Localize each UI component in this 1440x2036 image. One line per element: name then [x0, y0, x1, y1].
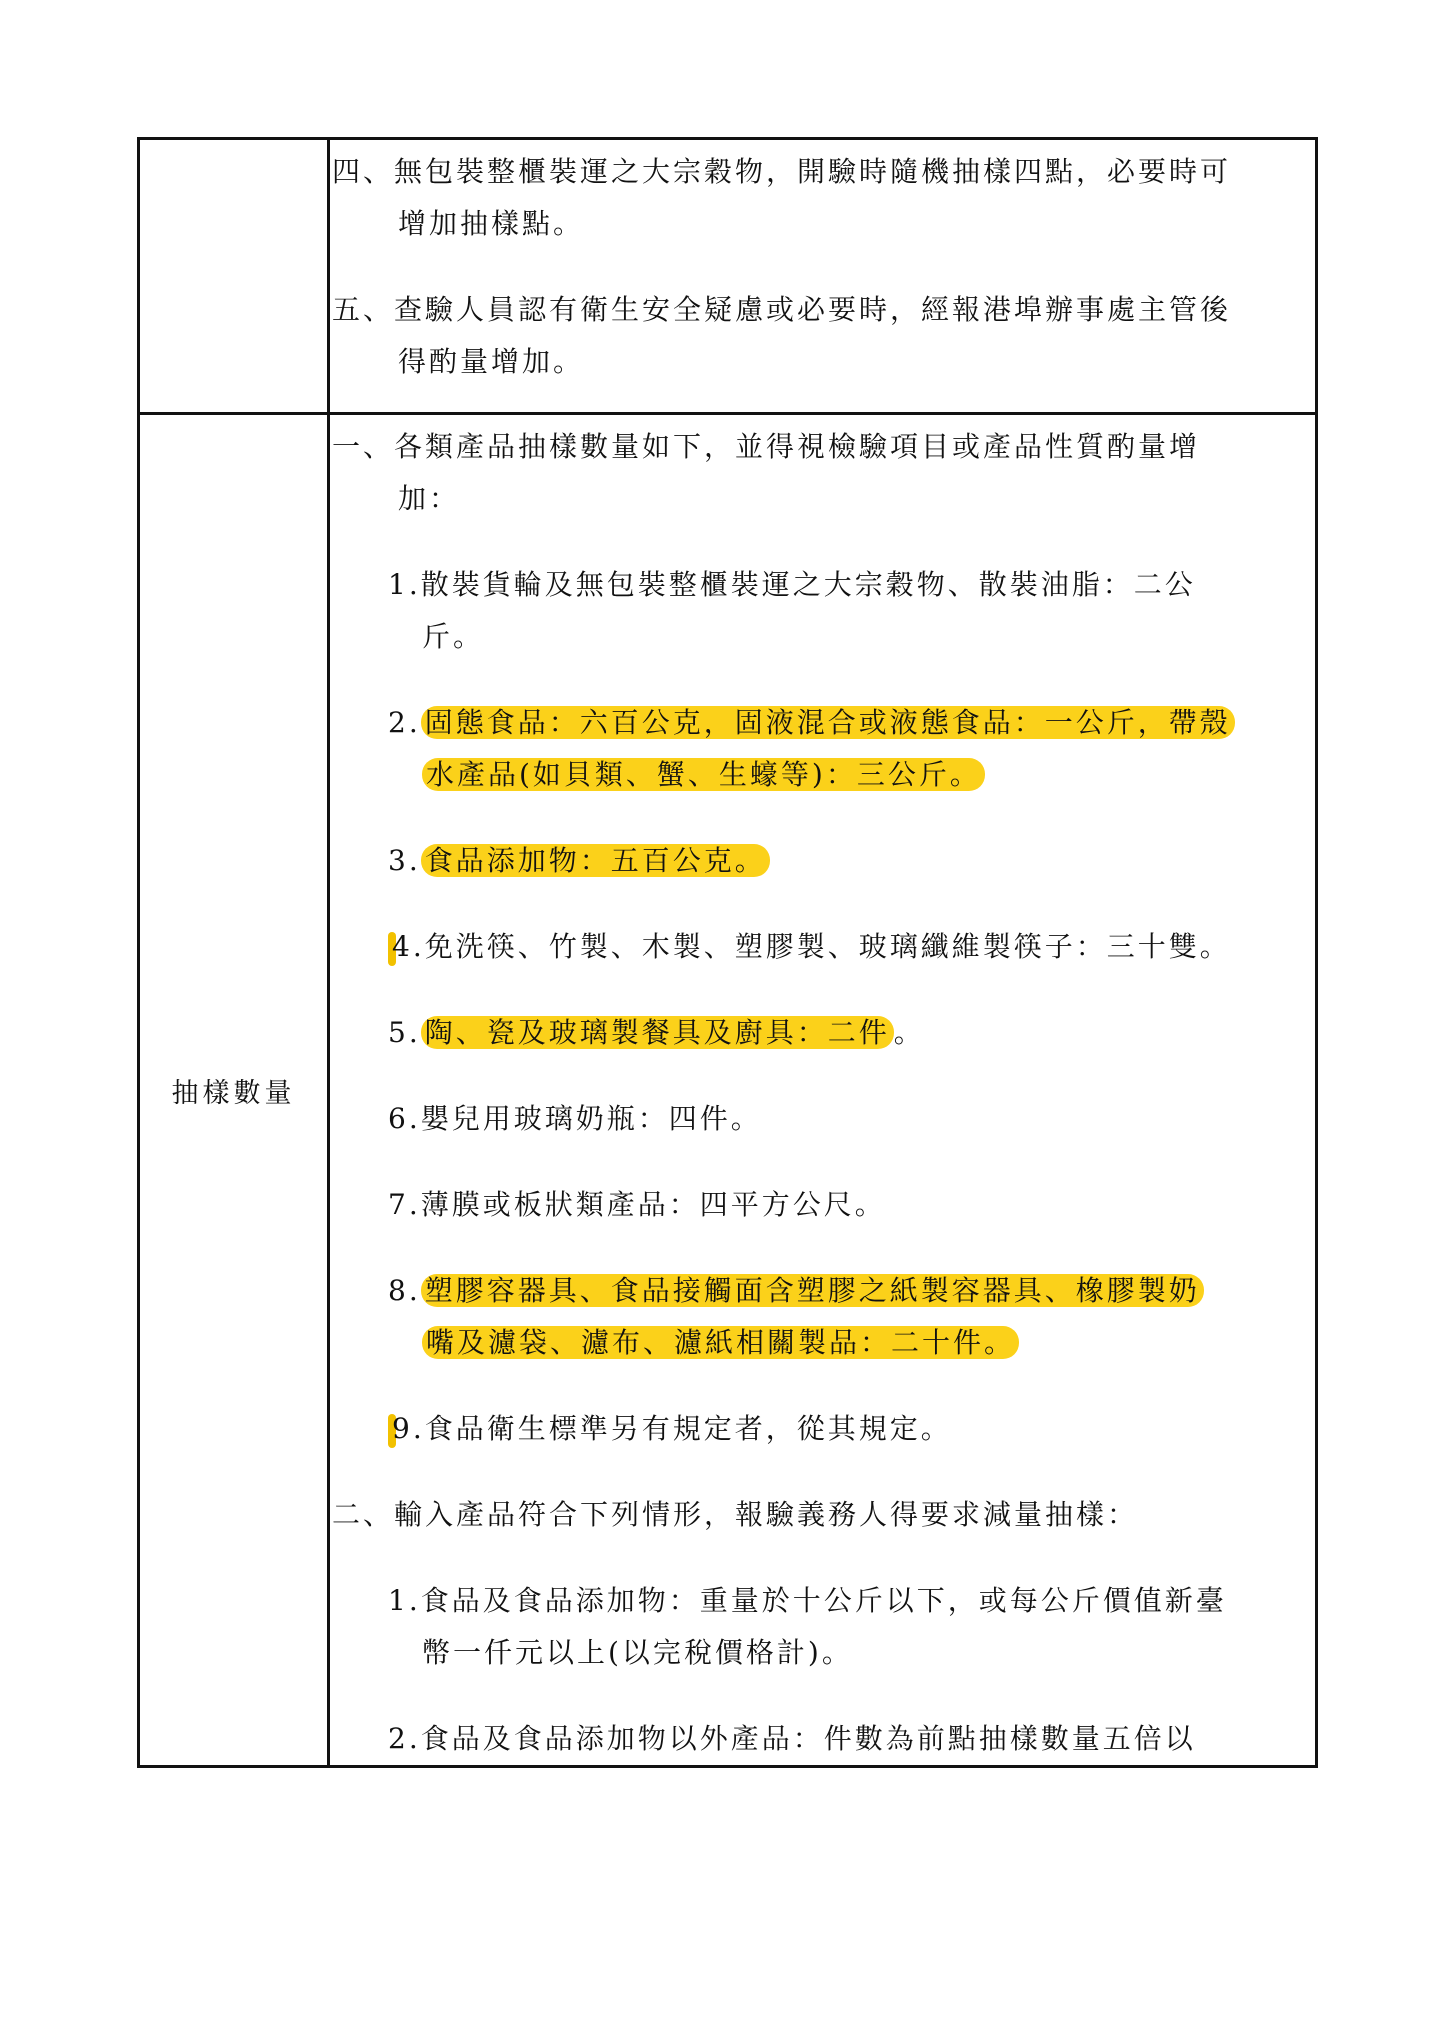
highlight: 食品添加物：五百公克。	[421, 844, 770, 877]
row-label-sampling-quantity: 抽樣數量	[139, 414, 329, 1767]
list-item-5: 5. 陶、瓷及玻璃製餐具及廚具：二件 。	[388, 1016, 925, 1049]
list-item-6: 6.嬰兒用玻璃奶瓶：四件。	[388, 1102, 762, 1135]
highlight: 水產品(如貝類、蟹、生蠔等)：三公斤。	[422, 758, 985, 791]
highlight: 塑膠容器具、食品接觸面含塑膠之紙製容器具、橡膠製奶	[421, 1274, 1204, 1307]
clause-5-line2: 得酌量增加。	[398, 345, 585, 378]
section-2-item-2: 2.食品及食品添加物以外產品：件數為前點抽樣數量五倍以	[388, 1722, 1196, 1755]
section-2-item-1-cont: 幣一仟元以上(以完稅價格計)。	[422, 1636, 853, 1669]
clause-5-line1: 五、查驗人員認有衛生安全疑慮或必要時，經報港埠辦事處主管後	[332, 293, 1232, 326]
section-2-item-1: 1.食品及食品添加物：重量於十公斤以下，或每公斤價值新臺	[388, 1584, 1227, 1617]
list-item-8-cont	[332, 1317, 1315, 1369]
list-item-3: 3. 食品添加物：五百公克。	[332, 835, 1315, 887]
list-item-2-cont	[332, 749, 1315, 801]
highlight: 陶、瓷及玻璃製餐具及廚具：二件	[421, 1016, 894, 1049]
row-content	[329, 414, 1317, 1767]
row-content	[329, 139, 1317, 414]
section-1-line1: 一、各類產品抽樣數量如下，並得視檢驗項目或產品性質酌量增	[332, 430, 1201, 463]
row-label-empty	[139, 139, 329, 414]
list-item-8: 8. 塑膠容器具、食品接觸面含塑膠之紙製容器具、橡膠製奶	[332, 1265, 1315, 1317]
clause-4-line1: 四、無包裝整櫃裝運之大宗穀物，開驗時隨機抽樣四點，必要時可	[332, 155, 1232, 188]
table-row	[139, 414, 1317, 1767]
section-2-line1: 二、輸入產品符合下列情形，報驗義務人得要求減量抽樣：	[332, 1498, 1139, 1531]
list-item-7: 7.薄膜或板狀類產品：四平方公尺。	[388, 1188, 886, 1221]
section-1-line2: 加：	[398, 482, 461, 515]
table-row	[139, 139, 1317, 414]
list-item-1-cont: 斤。	[422, 620, 485, 653]
highlight: 固態食品：六百公克，固液混合或液態食品：一公斤，帶殼	[421, 706, 1235, 739]
clause-4-line2: 增加抽樣點。	[398, 207, 585, 240]
list-item-2: 2. 固態食品：六百公克，固液混合或液態食品：一公斤，帶殼	[332, 697, 1315, 749]
list-item-9: 9.食品衛生標準另有規定者，從其規定。	[332, 1403, 1315, 1455]
list-item-1: 1.散裝貨輪及無包裝整櫃裝運之大宗穀物、散裝油脂：二公	[388, 568, 1196, 601]
list-item-4: 4.免洗筷、竹製、木製、塑膠製、玻璃纖維製筷子：三十雙。	[332, 921, 1315, 973]
regulation-table	[137, 137, 1318, 1768]
highlight: 嘴及濾袋、濾布、濾紙相關製品：二十件。	[422, 1326, 1019, 1359]
